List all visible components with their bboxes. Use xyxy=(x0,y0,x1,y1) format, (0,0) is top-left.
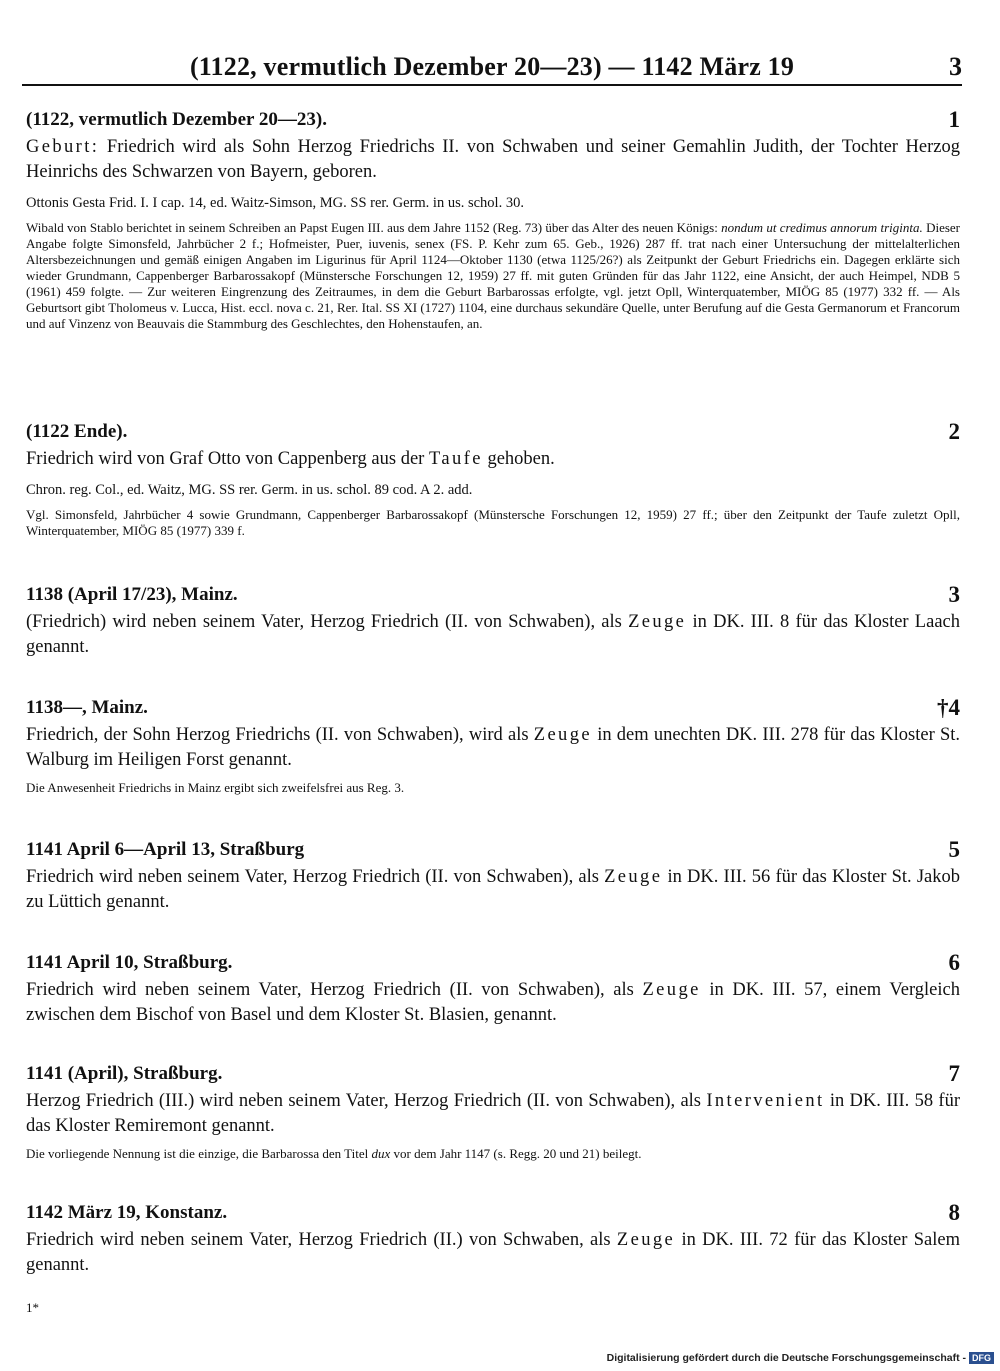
entry-number: †4 xyxy=(937,695,960,720)
entry-date: 1142 März 19, Konstanz. xyxy=(26,1202,228,1223)
entry-number: 2 xyxy=(948,419,960,444)
entry-number: 5 xyxy=(948,837,960,862)
signature-mark: 1* xyxy=(26,1300,39,1315)
regest-entry-3 xyxy=(26,583,960,660)
entry-date: 1141 April 10, Straßburg. xyxy=(26,952,233,973)
entry-number: 7 xyxy=(948,1061,960,1086)
entry-text: Friedrich wird neben seinem Vater, Herzog Friedrich (II.) von Schwaben, als Zeuge in DK. III. 72 für das Kloster Salem genannt. xyxy=(26,1230,960,1275)
entry-date: 1141 (April), Straßburg. xyxy=(26,1063,223,1084)
entry-text: (Friedrich) wird neben seinem Vater, Herzog Friedrich (II. von Schwaben), als Zeuge in DK. III. 8 für das Kloster Laach genannt. xyxy=(26,612,960,657)
entry-number: 6 xyxy=(948,950,960,975)
entry-number: 1 xyxy=(948,107,960,132)
entry-date: 1138 (April 17/23), Mainz. xyxy=(26,584,238,605)
regest-entry-5 xyxy=(26,838,960,915)
entry-text: Friedrich wird neben seinem Vater, Herzog Friedrich (II. von Schwaben), als Zeuge in DK. III. 57, einem Vergleich zwischen dem Bischof von Basel und dem Kloster St. Blasien, genannt. xyxy=(26,980,960,1025)
regest-entry-2 xyxy=(26,420,960,539)
entry-source: Ottonis Gesta Frid. I. I cap. 14, ed. Waitz-Simson, MG. SS rer. Germ. in us. schol. 30. xyxy=(26,195,524,211)
running-title: (1122, vermutlich Dezember 20—23) — 1142 März 19 xyxy=(189,52,795,81)
regest-entry-6 xyxy=(26,951,960,1028)
entry-text: Friedrich wird neben seinem Vater, Herzog Friedrich (II. von Schwaben), als Zeuge in DK. III. 56 für das Kloster St. Jakob zu Lüttich genannt. xyxy=(26,867,960,912)
entry-date: 1141 April 6—April 13, Straßburg xyxy=(26,839,305,860)
entry-text: Friedrich, der Sohn Herzog Friedrichs (II. von Schwaben), wird als Zeuge in dem unechten DK. III. 278 für das Kloster St. Walburg im Heiligen Forst genannt. xyxy=(26,725,960,770)
dfg-logo: DFG xyxy=(969,1352,994,1364)
entry-note: Die Anwesenheit Friedrichs in Mainz ergibt sich zweifelsfrei aus Reg. 3. xyxy=(26,780,405,795)
page-header xyxy=(22,52,962,86)
footer-text: Digitalisierung gefördert durch die Deutsche Forschungsgemeinschaft - xyxy=(606,1352,966,1364)
entry-date: (1122 Ende). xyxy=(26,421,128,442)
entry-date: 1138—, Mainz. xyxy=(26,697,148,718)
entry-date: (1122, vermutlich Dezember 20—23). xyxy=(26,109,327,130)
regest-entry-4 xyxy=(26,696,960,796)
entry-note: Die vorliegende Nennung ist die einzige, die Barbarossa den Titel dux vor dem Jahr 1147 (s. Regg. 20 und 21) beilegt. xyxy=(26,1146,642,1161)
entry-note: Wibald von Stablo berichtet in seinem Schreiben an Papst Eugen III. aus dem Jahre 1152 (Reg. 73) über das Alter des neuen Königs: nondum ut credimus annorum triginta. Dieser Angabe folgte Simonsfeld, Jahrbücher 2 f.; Hofmeister, Puer, iuvenis, senex (FS. P. Kehr zum 65. Geb., 1926) 287 ff. trat nach einer Untersuchung der mittelalterlichen Altersbezeichnungen und gemäß einigen Angaben im Ligurinus für April 1124—Oktober 1130 (etwa 1125/26?) als Zeitpunkt der Geburt Friedrichs ein. Dagegen erklärte sich wieder Grundmann, Cappenberger Barbarossakopf (Münstersche Forschungen 12, 1959) 27 ff. mit guten Gründen für das Jahr 1122, eine Ansicht, der auch Heimpel, NDB 5 (1961) 459 folgte. — Zur weiteren Eingrenzung des Zeitraumes, in dem die Geburt Barbarossas erfolgte, vgl. jetzt Opll, Winterquatember, MIÖG 85 (1977) 332 ff. — Als Geburtsort gibt Tholomeus v. Lucca, Hist. eccl. nova c. 21, Rer. Ital. SS XI (1727) 1104, eine durchaus sekundäre Quelle, unter Berufung auf die Gesta Germanorum et Francorum und auf Vinzenz von Beauvais die Stammburg des Geschlechtes, den Hohenstaufen, an. xyxy=(26,220,960,331)
entry-text: Friedrich wird von Graf Otto von Cappenberg aus der Taufe gehoben. xyxy=(26,449,555,469)
regest-entry-1 xyxy=(26,108,960,332)
entry-note: Vgl. Simonsfeld, Jahrbücher 4 sowie Grundmann, Cappenberger Barbarossakopf (Münstersche Forschungen 12, 1959) 27 ff.; über den Zeitpunkt der Taufe zuletzt Opll, Winterquatember, MIÖG 85 (1977) 339 f. xyxy=(26,507,960,538)
entry-number: 3 xyxy=(948,582,960,607)
entry-text: Geburt: Friedrich wird als Sohn Herzog Friedrichs II. von Schwaben und seiner Gemahlin Judith, der Tochter Herzog Heinrichs des Schwarzen von Bayern, geboren. xyxy=(26,137,960,182)
regest-entry-7 xyxy=(26,1062,960,1162)
regest-entry-8 xyxy=(26,1201,960,1278)
entry-source: Chron. reg. Col., ed. Waitz, MG. SS rer. Germ. in us. schol. 89 cod. A 2. add. xyxy=(26,482,473,498)
entry-text: Herzog Friedrich (III.) wird neben seinem Vater, Herzog Friedrich (II. von Schwaben), als Intervenient in DK. III. 58 für das Kloster Remiremont genannt. xyxy=(26,1091,961,1136)
page-number: 3 xyxy=(949,52,962,81)
digitization-footer xyxy=(607,1352,994,1364)
entry-number: 8 xyxy=(948,1200,960,1225)
